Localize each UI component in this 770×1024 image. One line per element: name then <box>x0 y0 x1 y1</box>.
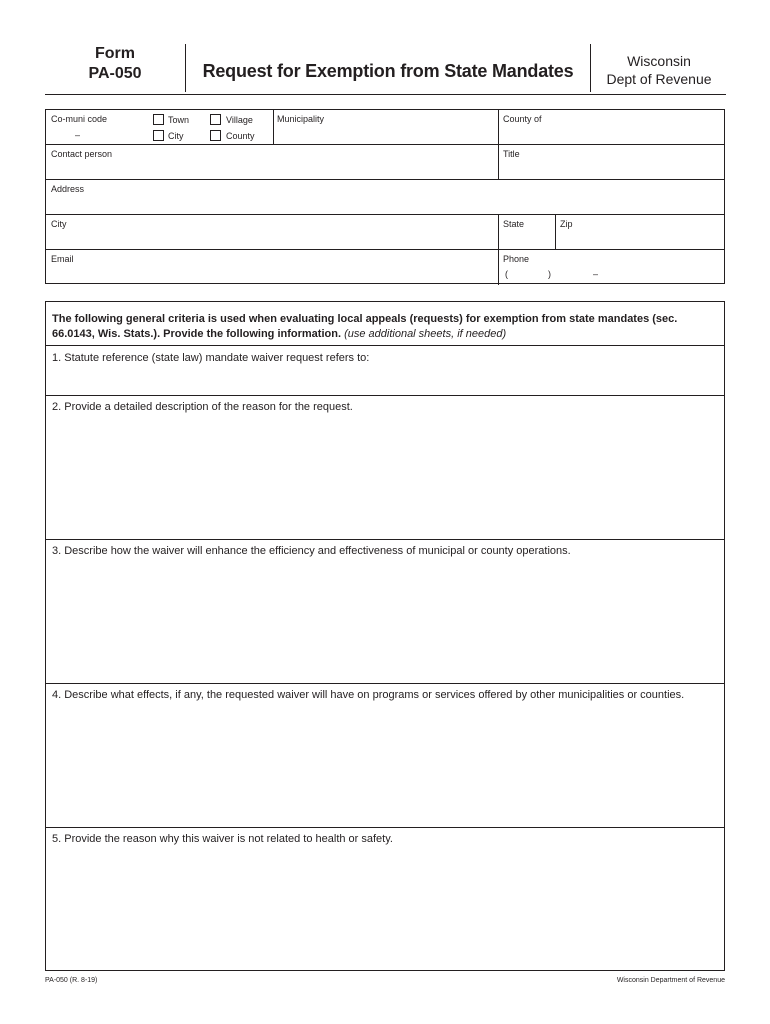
contact-person-field[interactable] <box>51 145 496 179</box>
county-checkbox[interactable] <box>210 130 221 141</box>
comuni-code-label: Co-muni code <box>51 114 108 124</box>
county-of-label: County of <box>503 114 542 124</box>
grid-col-divider <box>498 214 499 285</box>
address-label: Address <box>51 184 85 194</box>
question-5: 5. Provide the reason why this waiver is not related to health or safety. <box>52 833 393 845</box>
form-label: Form <box>95 45 135 62</box>
town-checkbox[interactable] <box>153 114 164 125</box>
email-field[interactable] <box>51 250 496 284</box>
answer-5-field[interactable] <box>46 850 724 968</box>
phone-label: Phone <box>503 254 530 264</box>
grid-col-divider <box>498 110 499 179</box>
city-field[interactable] <box>51 215 496 249</box>
title-label: Title <box>503 149 520 159</box>
criteria-intro-bold: The following general criteria is used when evaluating local appeals (requests) for exemption from state mandates (sec. 66.0143, Wis. Stats.). Provide the following information. <box>52 313 678 340</box>
applicant-info-grid <box>45 109 725 284</box>
question-2: 2. Provide a detailed description of the reason for the request. <box>52 401 353 413</box>
phone-separator: – <box>593 269 599 279</box>
form-header <box>45 40 726 95</box>
form-revision: PA-050 (R. 8-19) <box>45 977 98 984</box>
phone-close-paren: ) <box>548 269 551 279</box>
phone-field[interactable] <box>503 250 723 284</box>
contact-person-label: Contact person <box>51 149 113 159</box>
municipality-field[interactable] <box>277 110 496 144</box>
state-label: State <box>503 219 525 229</box>
criteria-section <box>45 301 725 971</box>
municipality-label: Municipality <box>277 114 325 124</box>
city-label: City <box>51 219 67 229</box>
comuni-code-separator: – <box>75 130 81 140</box>
answer-1-field[interactable] <box>46 368 724 394</box>
section-divider <box>46 345 724 346</box>
agency-line-2: Dept of Revenue <box>606 71 712 87</box>
question-4: 4. Describe what effects, if any, the requested waiver will have on programs or services offered by other municipalities or counties. <box>52 689 685 701</box>
agency-line-1: Wisconsin <box>627 53 691 69</box>
question-1: 1. Statute reference (state law) mandate waiver request refers to: <box>52 352 370 364</box>
email-label: Email <box>51 254 74 264</box>
answer-4-field[interactable] <box>46 722 724 826</box>
section-divider <box>46 683 724 684</box>
criteria-intro-italic: (use additional sheets, if needed) <box>344 328 507 340</box>
form-number: PA-050 <box>88 65 142 82</box>
zip-label: Zip <box>560 219 573 229</box>
village-checkbox[interactable] <box>210 114 221 125</box>
grid-col-divider <box>273 110 274 144</box>
form-title: Request for Exemption from State Mandates <box>202 61 574 81</box>
header-divider-right <box>590 44 591 92</box>
county-label: County <box>226 131 255 141</box>
address-field[interactable] <box>51 180 723 214</box>
agency-name <box>592 52 726 88</box>
zip-field[interactable] <box>560 215 723 249</box>
answer-2-field[interactable] <box>46 418 724 538</box>
phone-open-paren: ( <box>505 269 508 279</box>
question-3: 3. Describe how the waiver will enhance the efficiency and effectiveness of municipal or county operations. <box>52 545 571 557</box>
city-type-label: City <box>168 131 184 141</box>
town-label: Town <box>168 115 190 125</box>
answer-3-field[interactable] <box>46 562 724 682</box>
state-field[interactable] <box>503 215 553 249</box>
grid-col-divider <box>555 214 556 249</box>
section-divider <box>46 827 724 828</box>
city-checkbox[interactable] <box>153 130 164 141</box>
section-divider <box>46 539 724 540</box>
section-divider <box>46 395 724 396</box>
comuni-code-field[interactable] <box>51 110 146 144</box>
form-id <box>45 44 185 84</box>
title-field[interactable] <box>503 145 723 179</box>
footer-agency: Wisconsin Department of Revenue <box>616 977 725 984</box>
county-of-field[interactable] <box>503 110 723 144</box>
criteria-intro <box>52 312 720 342</box>
village-label: Village <box>226 115 253 125</box>
